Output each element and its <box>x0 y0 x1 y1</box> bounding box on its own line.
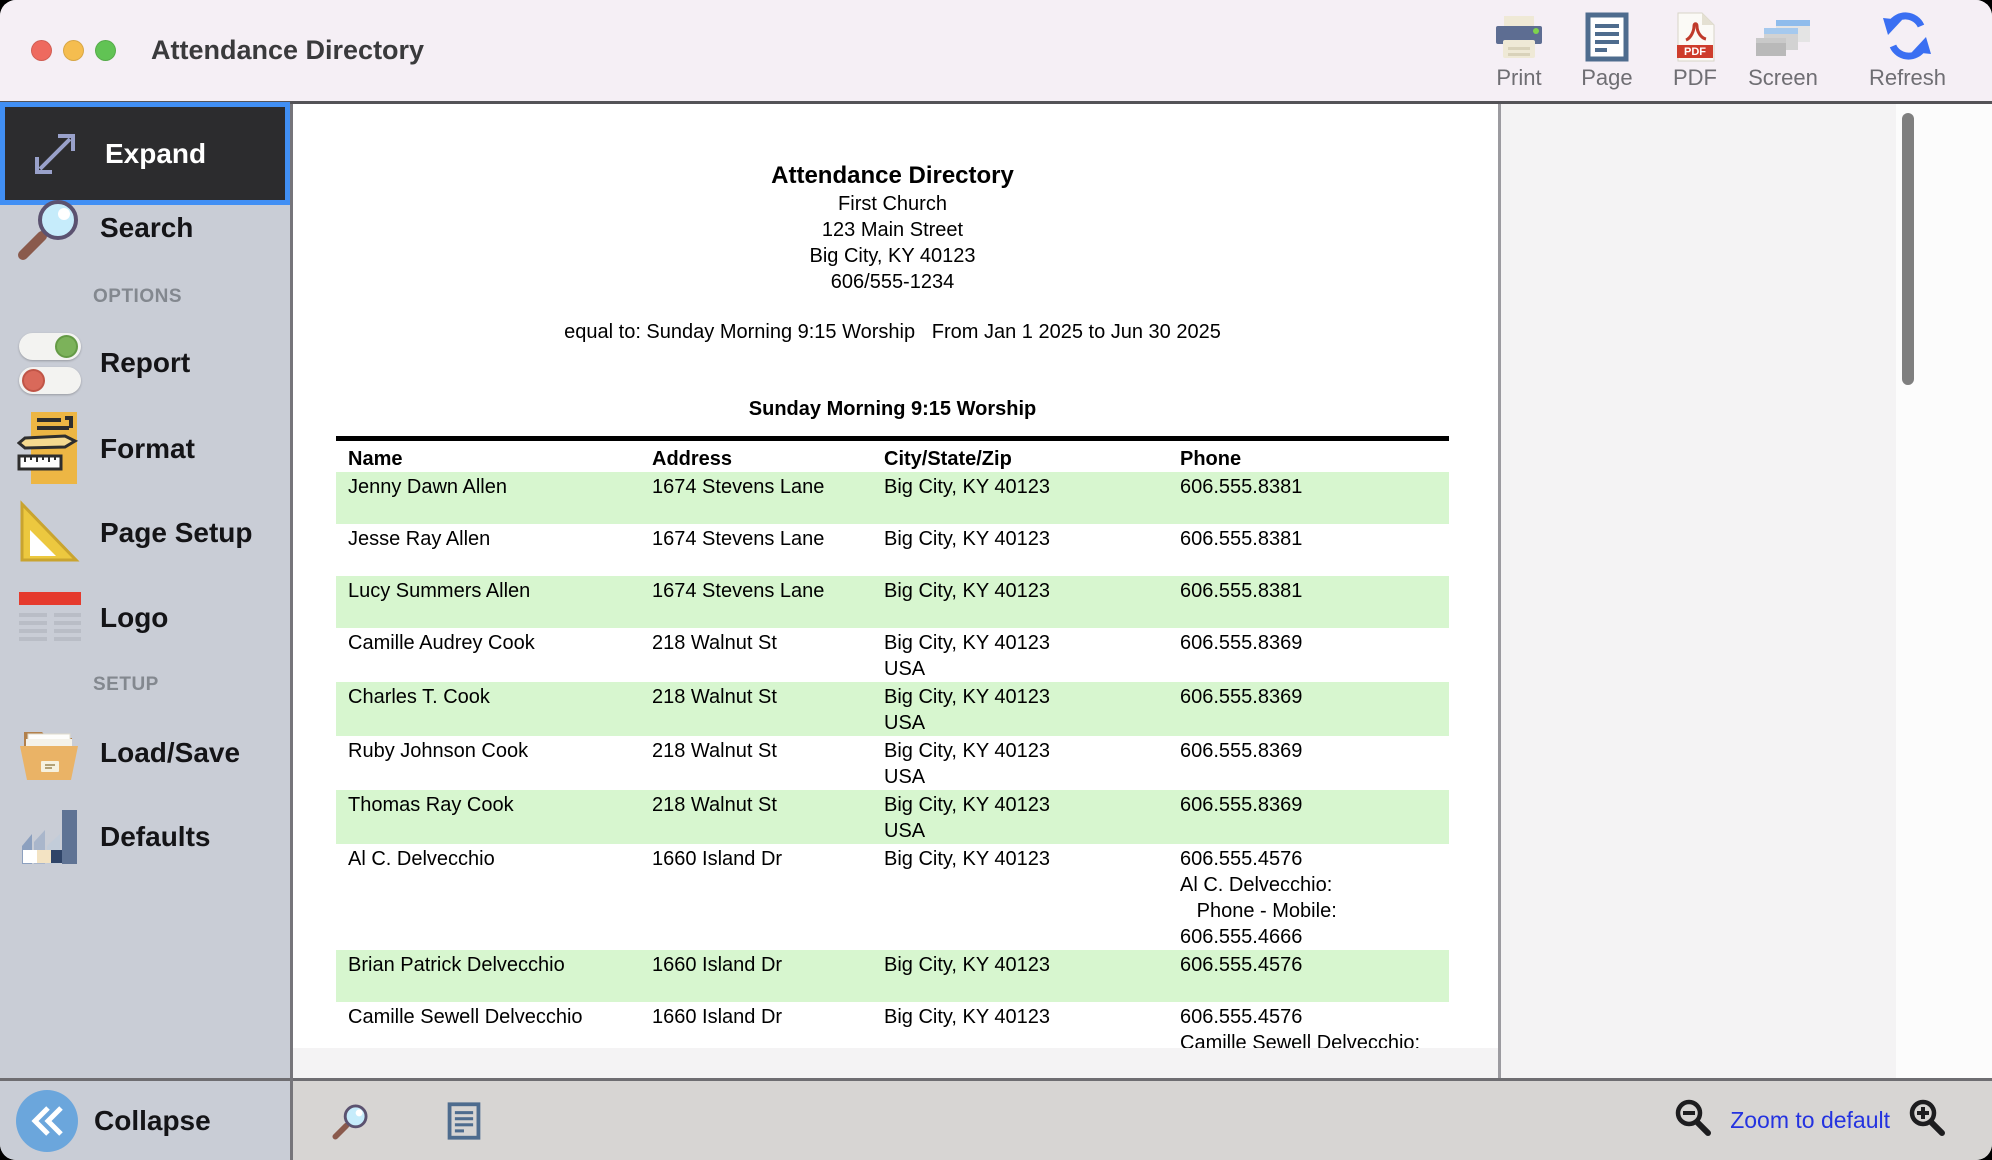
collapse-label: Collapse <box>94 1104 211 1136</box>
cell-phone: 606.555.4576 Al C. Delvecchio: Phone - Mobile: 606.555.4666 <box>1180 848 1337 948</box>
cell-address: 218 Walnut St <box>652 632 777 654</box>
title-bar <box>0 0 1992 104</box>
cell-city: Big City, KY 40123 USA <box>884 794 1051 842</box>
print-button[interactable] <box>1483 10 1555 91</box>
table-row <box>336 628 1449 682</box>
sidebar <box>0 104 293 1160</box>
page-button[interactable] <box>1571 10 1643 91</box>
document-icon[interactable] <box>447 1102 481 1140</box>
screen-label: Screen <box>1748 65 1818 90</box>
cell-address: 218 Walnut St <box>652 740 777 762</box>
cell-name: Ruby Johnson Cook <box>348 740 529 762</box>
toolbar <box>1483 10 1992 91</box>
cell-phone: 606.555.8369 <box>1180 740 1303 762</box>
table-row <box>336 736 1449 790</box>
table-row <box>336 950 1449 1002</box>
table-header-row <box>336 447 1449 472</box>
sidebar-item-label: Logo <box>100 602 169 633</box>
cell-phone: 606.555.8369 <box>1180 794 1303 816</box>
cell-phone: 606.555.8381 <box>1180 528 1303 550</box>
factory-icon <box>0 806 100 868</box>
zoom-to-default-link[interactable]: Zoom to default <box>1730 1107 1890 1133</box>
folder-icon <box>0 724 100 782</box>
minimize-button[interactable] <box>63 40 84 61</box>
table-row <box>336 844 1449 950</box>
report-header <box>336 161 1449 295</box>
cell-phone: 606.555.8381 <box>1180 580 1303 602</box>
sidebar-item-label: Page Setup <box>100 517 253 548</box>
scrollbar-thumb[interactable] <box>1902 113 1914 385</box>
table-row <box>336 472 1449 524</box>
search-icon <box>0 190 100 266</box>
org-street: 123 Main Street <box>821 219 964 241</box>
column-header: City/State/Zip <box>884 448 1012 470</box>
org-name: First Church <box>838 193 947 215</box>
sidebar-item-label: Expand <box>105 137 207 169</box>
sidebar-item-label: Search <box>100 212 194 243</box>
cell-city: Big City, KY 40123 <box>884 476 1051 498</box>
sidebar-item-load-save[interactable] <box>0 711 290 795</box>
table-row <box>336 1002 1449 1048</box>
cell-name: Al C. Delvecchio <box>348 848 495 870</box>
sidebar-item-page-setup[interactable] <box>0 491 290 575</box>
cell-name: Lucy Summers Allen <box>348 580 531 602</box>
format-icon <box>0 410 100 488</box>
cell-city: Big City, KY 40123 <box>884 954 1051 976</box>
scrollbar-track[interactable] <box>1896 104 1992 1078</box>
logo-layout-icon <box>0 592 100 645</box>
table-row <box>336 790 1449 844</box>
sidebar-section-setup: SETUP <box>93 674 159 695</box>
cell-city: Big City, KY 40123 <box>884 1006 1051 1028</box>
cell-name: Jesse Ray Allen <box>348 528 491 550</box>
cell-phone: 606.555.8369 <box>1180 686 1303 708</box>
cell-phone: 606.555.4576 Camille Sewell Delvecchio: <box>1180 1006 1421 1048</box>
cell-address: 1660 Island Dr <box>652 1006 783 1028</box>
page-edge-divider <box>1498 104 1501 1078</box>
cell-address: 1674 Stevens Lane <box>652 580 825 602</box>
cell-address: 1660 Island Dr <box>652 848 783 870</box>
org-phone: 606/555-1234 <box>830 271 955 293</box>
refresh-button[interactable] <box>1869 10 1946 91</box>
pdf-icon <box>1674 10 1716 62</box>
cell-name: Brian Patrick Delvecchio <box>348 954 565 976</box>
cell-name: Charles T. Cook <box>348 686 490 708</box>
cell-city: Big City, KY 40123 <box>884 528 1051 550</box>
sidebar-section-options: OPTIONS <box>93 286 183 307</box>
sidebar-item-logo[interactable] <box>0 576 290 660</box>
cell-city: Big City, KY 40123 USA <box>884 686 1051 734</box>
print-label: Print <box>1496 65 1542 90</box>
cell-address: 1674 Stevens Lane <box>652 476 825 498</box>
table-row <box>336 576 1449 628</box>
pdf-label: PDF <box>1672 65 1717 90</box>
column-header: Name <box>348 448 403 470</box>
table-row <box>336 524 1449 576</box>
cell-city: Big City, KY 40123 USA <box>884 632 1051 680</box>
directory-table-body <box>336 472 1449 1048</box>
cell-city: Big City, KY 40123 USA <box>884 740 1051 788</box>
sidebar-item-search[interactable] <box>0 186 290 270</box>
sidebar-item-label: Report <box>100 347 191 378</box>
sidebar-item-report[interactable] <box>0 321 290 405</box>
traffic-lights <box>31 40 116 61</box>
column-header: Address <box>652 448 733 470</box>
status-bar <box>293 1078 1992 1160</box>
window-title: Attendance Directory <box>151 35 425 65</box>
column-header: Phone <box>1180 448 1242 470</box>
table-top-rule <box>336 436 1449 441</box>
cell-city: Big City, KY 40123 <box>884 848 1051 870</box>
zoom-window-button[interactable] <box>95 40 116 61</box>
sidebar-item-label: Load/Save <box>100 737 241 768</box>
set-square-icon <box>0 500 100 566</box>
org-city: Big City, KY 40123 <box>809 245 976 267</box>
magnifier-icon[interactable] <box>329 1099 373 1143</box>
sidebar-collapse-button[interactable] <box>0 1090 211 1152</box>
cell-name: Camille Sewell Delvecchio <box>348 1006 583 1028</box>
refresh-icon <box>1880 10 1934 62</box>
collapse-chevrons-icon <box>16 1090 78 1152</box>
cell-address: 1660 Island Dr <box>652 954 783 976</box>
pdf-button[interactable] <box>1659 10 1731 91</box>
report-toggles-icon <box>0 333 100 394</box>
cell-name: Jenny Dawn Allen <box>348 476 507 498</box>
cell-phone: 606.555.8369 <box>1180 632 1303 654</box>
report-title: Attendance Directory <box>771 162 1014 189</box>
printer-icon <box>1492 10 1546 62</box>
zoom-out-icon[interactable] <box>1672 1097 1714 1144</box>
sidebar-item-label: Format <box>100 433 195 464</box>
sidebar-item-defaults[interactable] <box>0 795 290 879</box>
cell-name: Camille Audrey Cook <box>348 632 535 654</box>
table-row <box>336 682 1449 736</box>
refresh-label: Refresh <box>1868 65 1946 90</box>
cell-name: Thomas Ray Cook <box>348 794 514 816</box>
screen-button[interactable] <box>1747 10 1819 91</box>
cell-phone: 606.555.4576 <box>1180 954 1303 976</box>
cell-address: 218 Walnut St <box>652 686 777 708</box>
cell-city: Big City, KY 40123 <box>884 580 1051 602</box>
screen-windows-icon <box>1754 10 1812 62</box>
page-label: Page <box>1581 65 1633 90</box>
report-preview-page <box>293 104 1498 1048</box>
close-button[interactable] <box>31 40 52 61</box>
report-viewer <box>293 104 1992 1078</box>
svg-text:PDF: PDF <box>1683 46 1706 58</box>
section-title: Sunday Morning 9:15 Worship <box>748 398 1037 420</box>
cell-phone: 606.555.8381 <box>1180 476 1303 498</box>
cell-address: 1674 Stevens Lane <box>652 528 825 550</box>
report-criteria: equal to: Sunday Morning 9:15 Worship From Jan 1 2025 to Jun 30 2025 <box>564 321 1221 343</box>
zoom-in-icon[interactable] <box>1906 1097 1948 1144</box>
sidebar-item-label: Defaults <box>100 821 211 852</box>
cell-address: 218 Walnut St <box>652 794 777 816</box>
page-icon <box>1585 10 1629 62</box>
expand-arrows-icon <box>5 117 105 191</box>
sidebar-item-format[interactable] <box>0 407 290 491</box>
main-area <box>293 104 1992 1160</box>
